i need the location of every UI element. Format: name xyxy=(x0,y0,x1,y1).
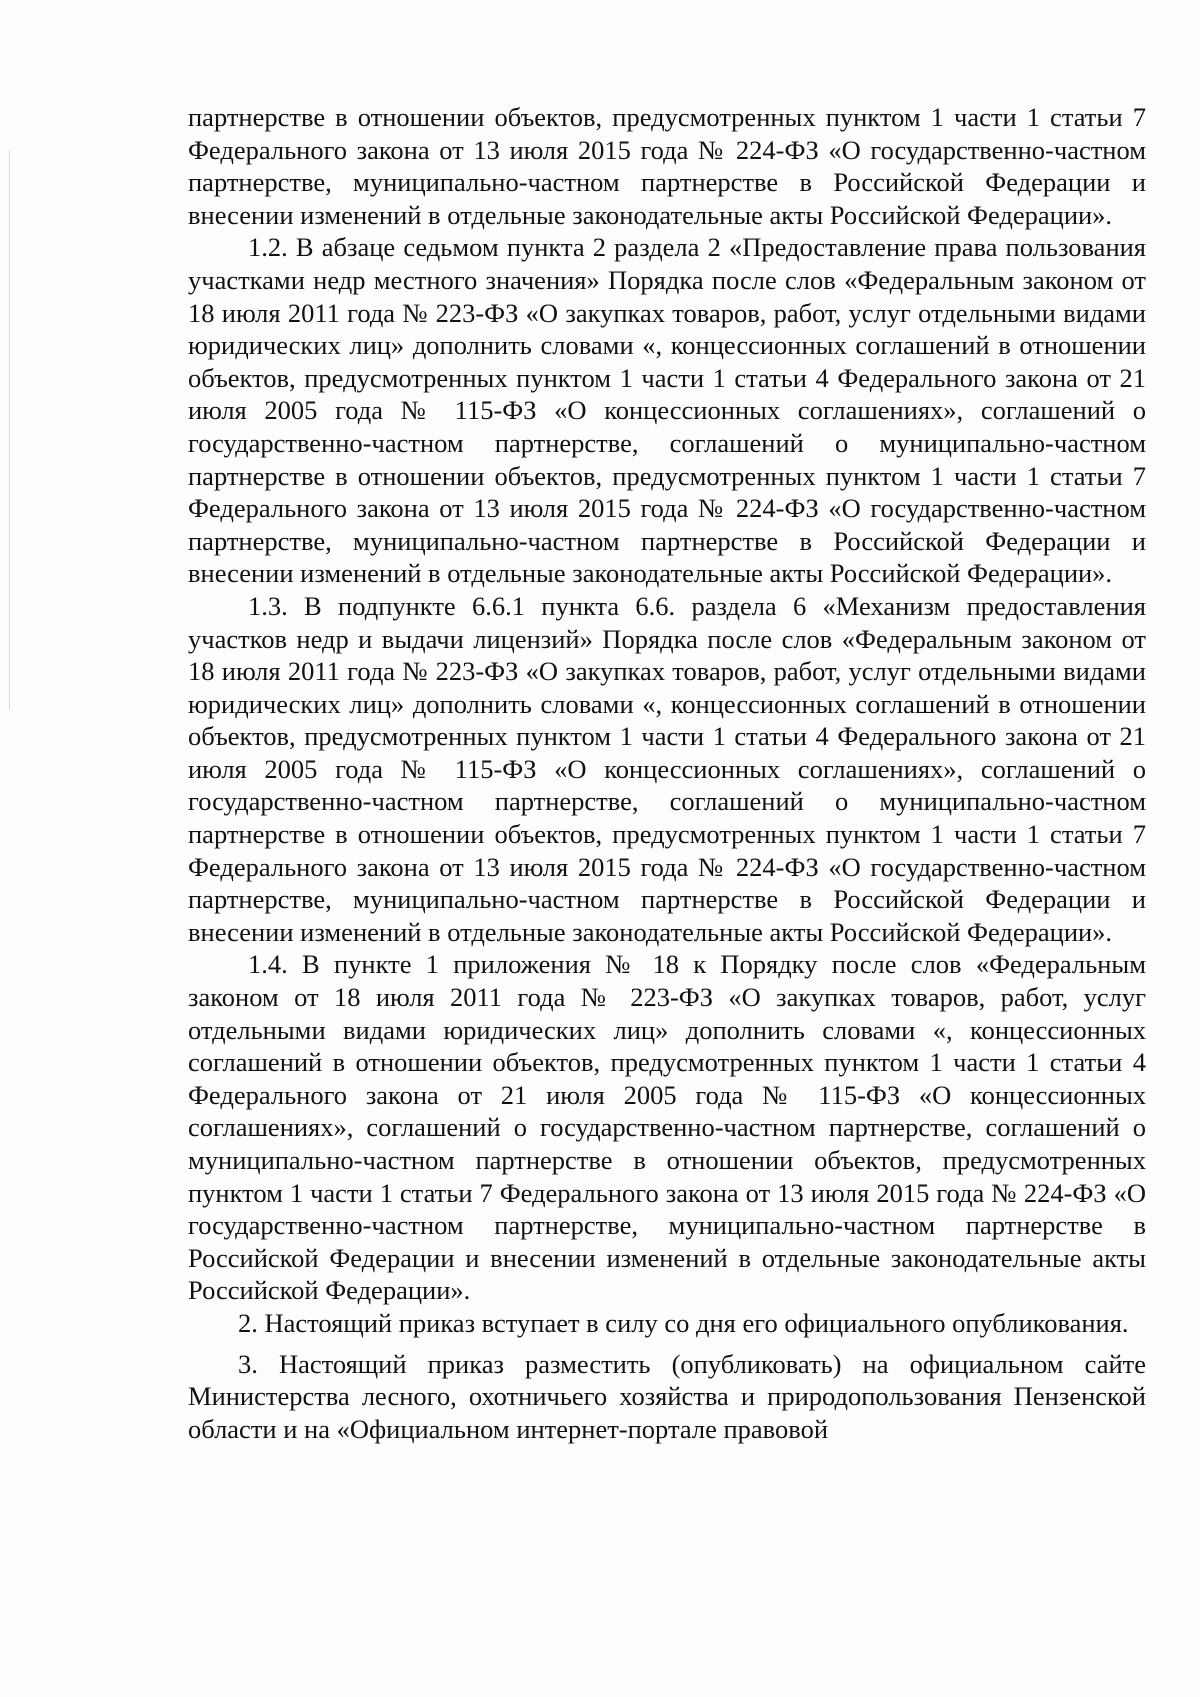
paragraph-1-2: 1.2. В абзаце седьмом пункта 2 раздела 2 «Предоставление права пользования участками недр местного значения» Порядка после слов «Федеральным законом от 18 июля 2011 года № 223-ФЗ «О закупках товаров, работ, услуг отдельными видами юридических лиц» дополнить словами «, концессионных соглашений в отношении объектов, предусмотренных пунктом 1 части 1 статьи 4 Федерального закона от 21 июля 2005 года № 115-ФЗ «О концессионных соглашениях», соглашений о государственно-частном партнерстве, соглашений о муниципально-частном партнерстве в отношении объектов, предусмотренных пунктом 1 части 1 статьи 7 Федерального закона от 13 июля 2015 года № 224-ФЗ «О государственно-частном партнерстве, муниципально-частном партнерстве в Российской Федерации и внесении изменений в отдельные законодательные акты Российской Федерации». xyxy=(188,232,1146,589)
paragraph-continuation: партнерстве в отношении объектов, предусмотренных пунктом 1 части 1 статьи 7 Федерального закона от 13 июля 2015 года № 224-ФЗ «О государственно-частном партнерстве, муниципально-частном партнерстве в Российской Федерации и внесении изменений в отдельные законодательные акты Российской Федерации». xyxy=(188,102,1146,230)
scan-artifact-line xyxy=(9,150,10,710)
paragraph-3: 3. Настоящий приказ разместить (опубликовать) на официальном сайте Министерства лесного, охотничьего хозяйства и природопользования Пензенской области и на «Официальном интернет-портале правовой xyxy=(188,1348,1146,1444)
paragraph-2: 2. Настоящий приказ вступает в силу со дня его официального опубликования. xyxy=(238,1307,1129,1338)
paragraph-1-4: 1.4. В пункте 1 приложения № 18 к Порядку после слов «Федеральным законом от 18 июля 2011 года № 223-ФЗ «О закупках товаров, работ, услуг отдельными видами юридических лиц» дополнить словами «, концессионных соглашений в отношении объектов, предусмотренных пунктом 1 части 1 статьи 4 Федерального закона от 21 июля 2005 года № 115-ФЗ «О концессионных соглашениях», соглашений о государственно-частном партнерстве, соглашений о муниципально-частном партнерстве в отношении объектов, предусмотренных пунктом 1 части 1 статьи 7 Федерального закона от 13 июля 2015 года № 224-ФЗ «О государственно-частном партнерстве, муниципально-частном партнерстве в Российской Федерации и внесении изменений в отдельные законодательные акты Российской Федерации». xyxy=(188,949,1146,1306)
document-body xyxy=(188,101,1146,1445)
paragraph-1-3: 1.3. В подпункте 6.6.1 пункта 6.6. раздела 6 «Механизм предоставления участков недр и выдачи лицензий» Порядка после слов «Федеральным законом от 18 июля 2011 года № 223-ФЗ «О закупках товаров, работ, услуг отдельными видами юридических лиц» дополнить словами «, концессионных соглашений в отношении объектов, предусмотренных пунктом 1 части 1 статьи 4 Федерального закона от 21 июля 2005 года № 115-ФЗ «О концессионных соглашениях», соглашений о государственно-частном партнерстве, соглашений о муниципально-частном партнерстве в отношении объектов, предусмотренных пунктом 1 части 1 статьи 7 Федерального закона от 13 июля 2015 года № 224-ФЗ «О государственно-частном партнерстве, муниципально-частном партнерстве в Российской Федерации и внесении изменений в отдельные законодательные акты Российской Федерации». xyxy=(188,590,1146,947)
